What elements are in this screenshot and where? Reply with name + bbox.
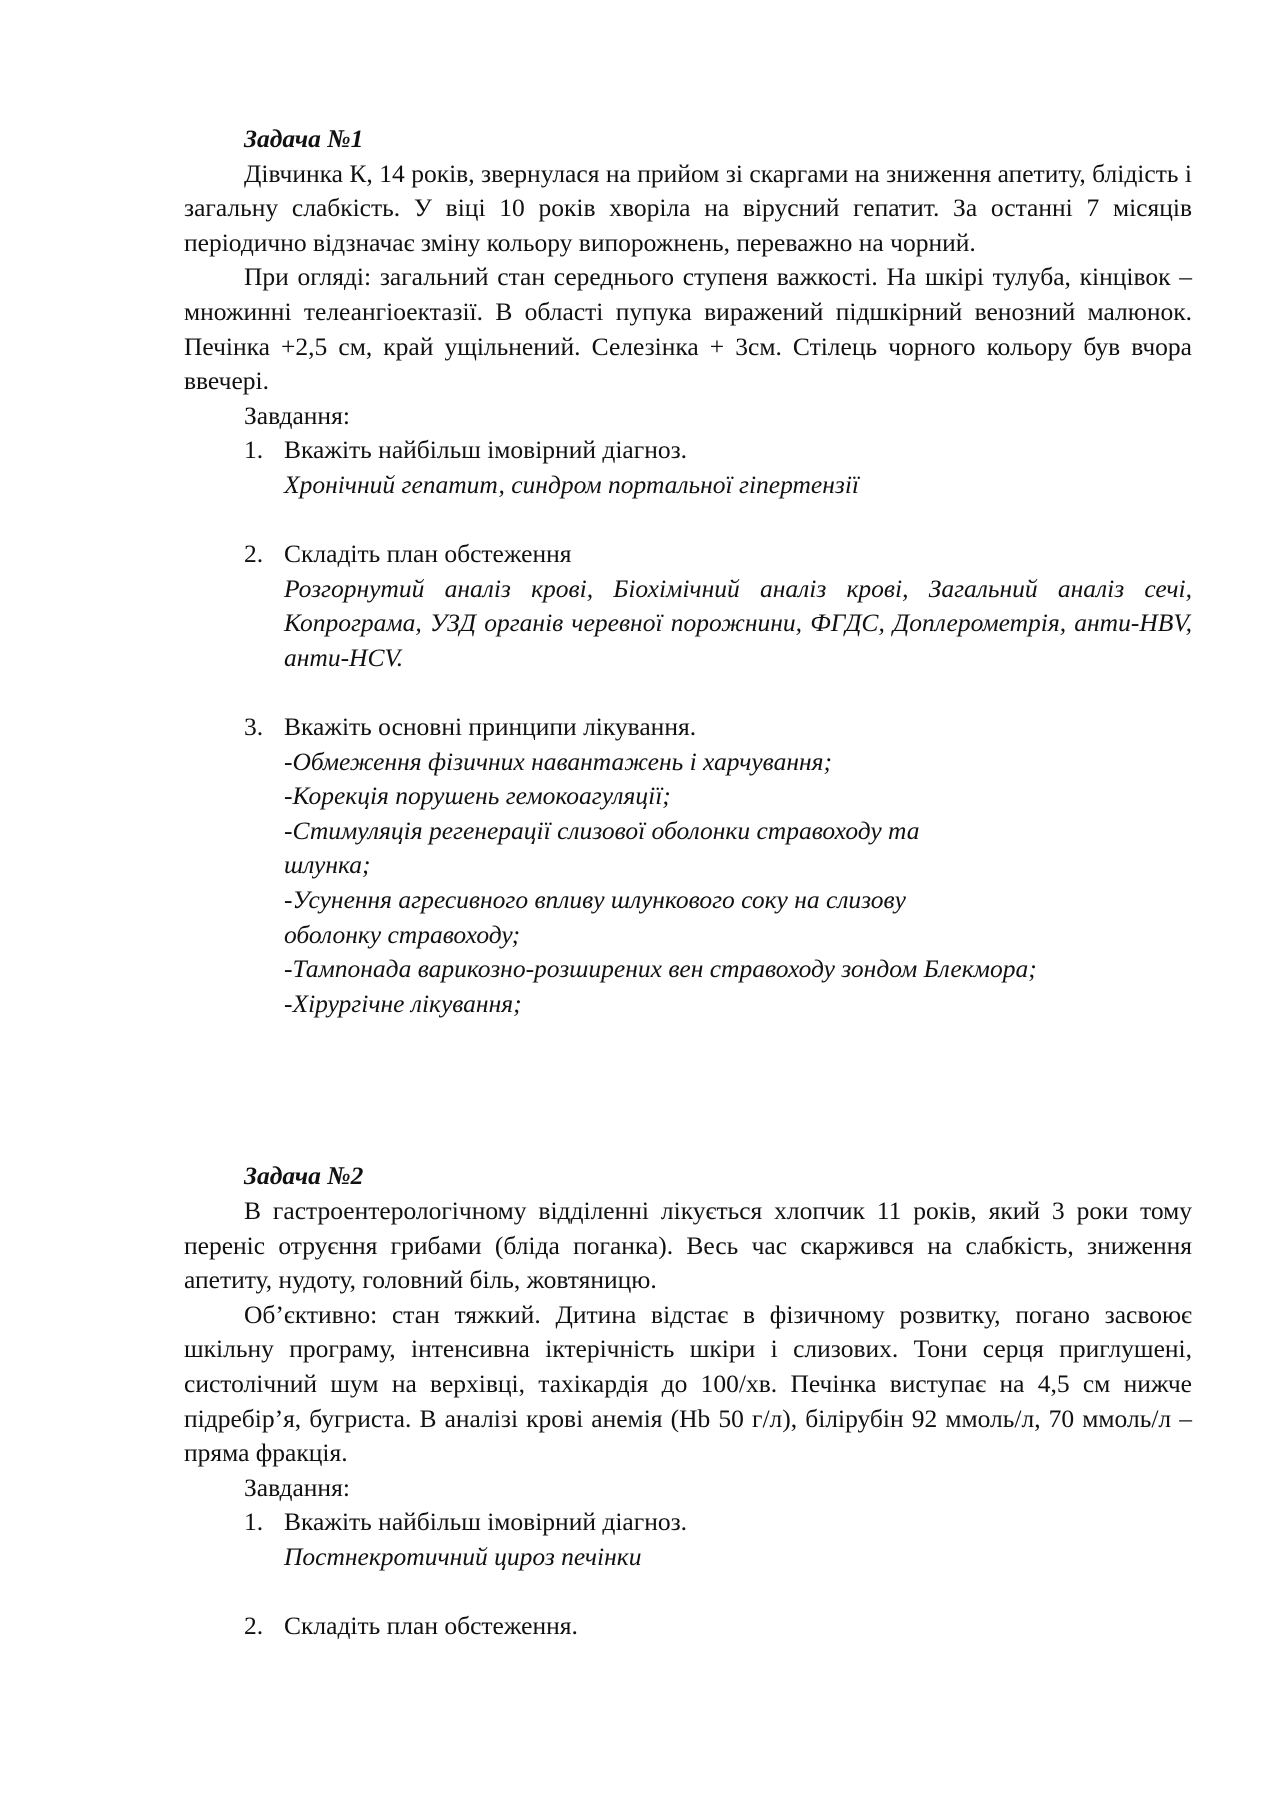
answer-line: -Корекція порушень гемокоагуляції; [284,781,671,811]
question-number: 1. [244,435,264,465]
answer-line: оболонку стравоходу; [284,919,521,949]
question-number: 2. [244,539,264,569]
task-1-tasks-label: Завдання: [244,400,350,430]
question-number: 3. [244,712,264,742]
answer-line: шлунка; [284,850,371,880]
task-1-title: Задача №1 [244,124,364,153]
task-2-questions [184,1505,1192,1643]
section-spacer [184,1021,1192,1159]
question-text: Вкажіть найбільш імовірний діагноз. [284,435,688,465]
answer-text: Постнекротичний цироз печінки [284,1541,642,1571]
task-1-examination-paragraph: При огляді: загальний стан середнього ступеня важкості. На шкірі тулуба, кінцівок – множинні телеангіоектазії. В області пупука виражений підшкірний венозний малюнок. Печінка +2,5 см, край ущільнений. Селезінка + 3см. Стілець чорного кольору був вчора ввечері. [184,262,1192,396]
task-2 [184,1159,1192,1643]
task-1-question-1 [184,433,1192,502]
task-2-examination-paragraph: Об’єктивно: стан тяжкий. Дитина відстає в фізичному розвитку, погано засвоює шкільну програму, інтенсивна іктерічність шкіри і слизових. Тони серця приглушені, систолічний шум на верхівці, тахікардія до 100/хв. Печінка виступає на 4,5 см нижче підребір’я, бугриста. В аналізі крові анемія (Hb 50 г/л), білірубін 92 ммоль/л, 70 ммоль/л – пряма фракція. [184,1299,1192,1468]
task-2-tasks-label: Завдання: [244,1472,350,1502]
question-text: Вкажіть найбільш імовірний діагноз. [284,1507,688,1537]
task-2-question-1 [184,1505,1192,1574]
task-1-question-2 [184,537,1192,675]
answer-text: Хронічний гепатит, синдром портальної гіпертензії [284,469,860,499]
task-1-questions [184,433,1192,1021]
task-1-complaint-paragraph: Дівчинка К, 14 років, звернулася на прийом зі скаргами на зниження апетиту, блідість і загальну слабкість. У віці 10 років хворіла на вірусний гепатит. За останні 7 місяців періодично відзначає зміну кольору випорожнень, переважно на чорний. [184,158,1192,257]
task-2-question-2 [184,1609,1192,1644]
answer-line: -Обмеження фізичних навантажень і харчування; [284,746,832,776]
question-text: Складіть план обстеження. [284,1611,578,1641]
question-number: 2. [244,1611,264,1641]
answer-text: Розгорнутий аналіз крові, Біохімічний аналіз крові, Загальний аналіз сечі, Копрограма, УЗД органів черевної порожнини, ФГДС, Доплерометрія, анти-HBV, анти-HCV. [284,573,1192,672]
answer-line: -Усунення агресивного впливу шлункового соку на слизову [284,885,906,915]
question-text: Вкажіть основні принципи лікування. [284,712,697,742]
task-1 [184,122,1192,1021]
answer-line: -Тампонада варикозно-розширених вен стравоходу зондом Блекмора; [284,954,1037,984]
task-1-question-3 [184,710,1192,1021]
task-2-title: Задача №2 [244,1161,364,1191]
task-2-complaint-paragraph: В гастроентерологічному відділенні лікується хлопчик 11 років, який 3 роки тому переніс отруєння грибами (бліда поганка). Весь час скаржився на слабкість, зниження апетиту, нудоту, головний біль, жовтяницю. [184,1196,1192,1295]
question-text: Складіть план обстеження [284,539,572,569]
question-number: 1. [244,1507,264,1537]
answer-line: -Стимуляція регенерації слизової оболонки стравоходу та [284,815,920,845]
answer-line: -Хірургічне лікування; [284,988,522,1018]
document-page [184,122,1192,1644]
